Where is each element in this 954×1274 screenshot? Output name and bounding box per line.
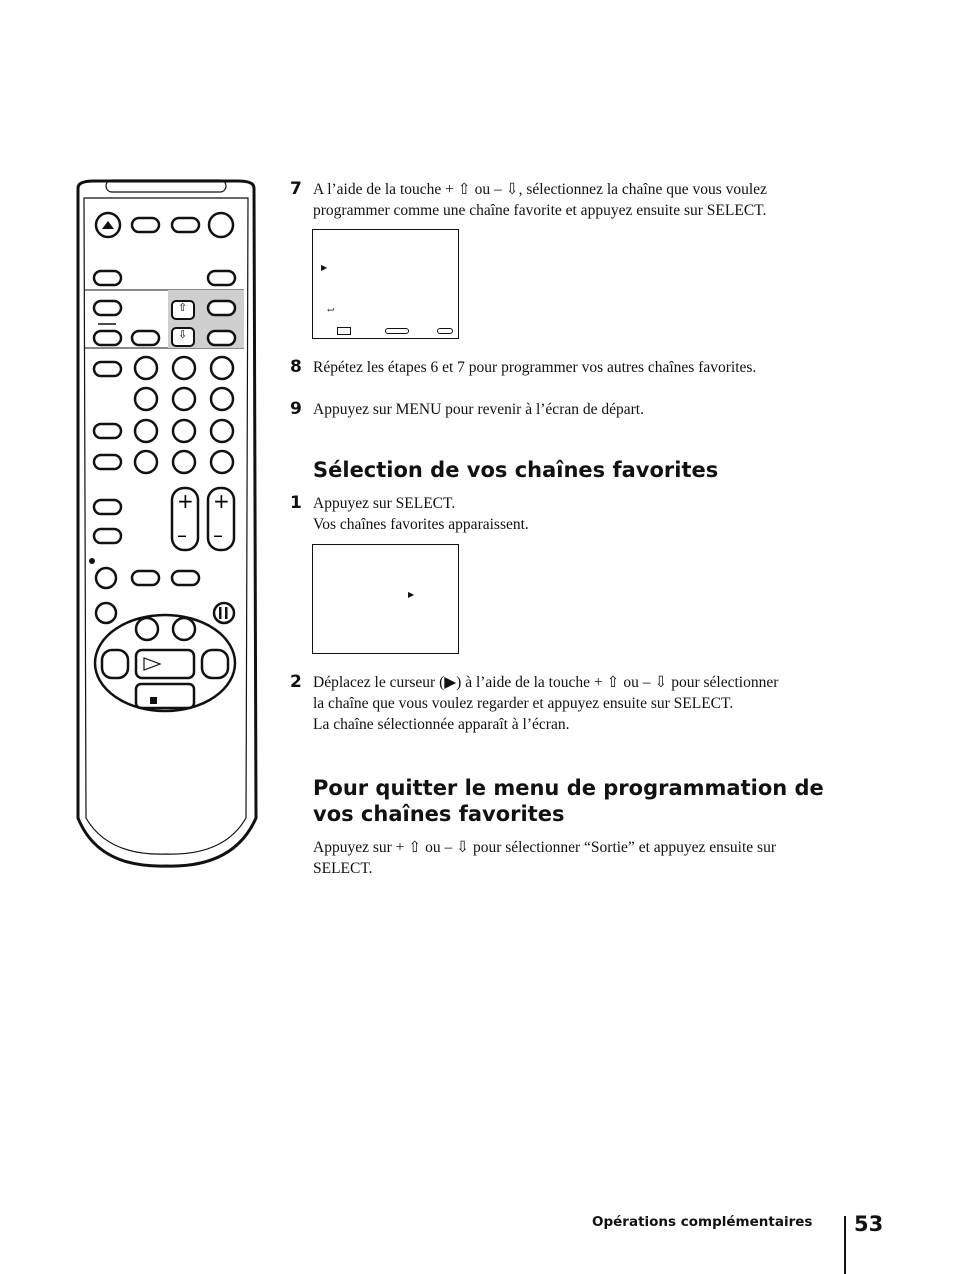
- svg-text:⇧: ⇧: [178, 301, 188, 314]
- step-text: Déplacez le curseur (▶) à l’aide de la touche + ⇧ ou – ⇩ pour sélectionner la chaîne que vous voulez regarder et appuyez ensuite sur SELECT. La chaîne sélectionnée apparaît à l’écran.: [313, 674, 779, 733]
- step-text: Répétez les étapes 6 et 7 pour programmer vos autres chaînes favorites.: [313, 359, 757, 376]
- footer-divider: [844, 1216, 846, 1274]
- svg-text:⇩: ⇩: [178, 328, 188, 341]
- step-number: 8: [290, 357, 302, 377]
- step-number: 2: [290, 672, 302, 692]
- svg-text:+: +: [177, 489, 194, 513]
- step-text: Appuyez sur MENU pour revenir à l’écran de départ.: [313, 401, 644, 418]
- step-number: 9: [290, 399, 302, 419]
- page-number: 53: [854, 1212, 884, 1236]
- section-body: Appuyez sur + ⇧ ou – ⇩ pour sélectionner “Sortie” et appuyez ensuite sur SELECT.: [313, 839, 776, 877]
- footer-section-label: Opérations complémentaires: [592, 1214, 813, 1230]
- section-heading: Pour quitter le menu de programmation de vos chaînes favorites: [313, 776, 824, 826]
- svg-text:–: –: [213, 523, 223, 547]
- tv-screen-diagram: [312, 544, 459, 654]
- step-number: 7: [290, 179, 302, 199]
- step-text: Appuyez sur SELECT. Vos chaînes favorites apparaissent.: [313, 495, 529, 533]
- cursor-arrow-icon: ▶: [408, 590, 415, 599]
- section-heading: Sélection de vos chaînes favorites: [313, 458, 719, 482]
- cursor-arrow-icon: ▶: [321, 263, 328, 272]
- remote-control-illustration: [74, 178, 258, 868]
- step-number: 1: [290, 493, 302, 513]
- step-text: A l’aide de la touche + ⇧ ou – ⇩, sélectionnez la chaîne que vous voulez programmer comme une chaîne favorite et appuyez ensuite sur SELECT.: [313, 181, 767, 219]
- svg-text:+: +: [213, 489, 230, 513]
- svg-text:–: –: [177, 523, 187, 547]
- return-icon: ↩: [327, 305, 335, 315]
- tv-screen-diagram: [312, 229, 459, 339]
